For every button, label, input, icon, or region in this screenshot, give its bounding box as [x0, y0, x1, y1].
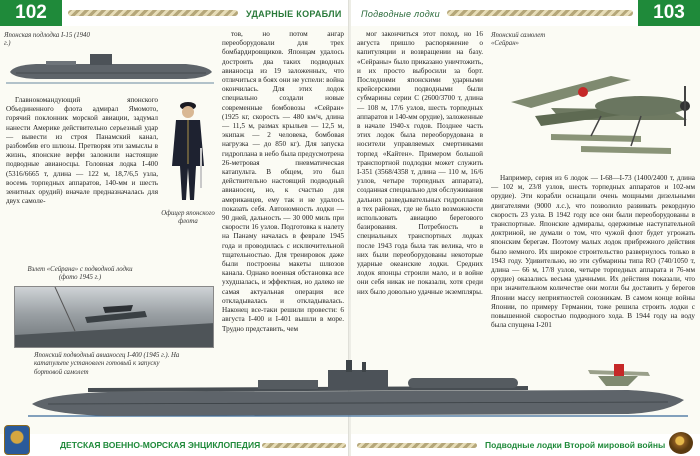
running-header-right: Подводные лодки [361, 9, 440, 19]
rope-decoration [447, 10, 633, 16]
paragraph: Например, серия из 6 лодок — I-68—I-73 (1400/2400 т, длина — 102 м, 23/8 узлов, шесть торпедных аппаратов и 102-мм орудие). Эти корабли оснащали очень мощными дизельными двигателями (9000 л.с.), что позволило развивать рекордную скорость 23 узла. В 1942 году все они были переоборудованы в транспортные. Японские адмиралы, одержимые наступательной доктриной, не думали о том, что чужой флот будет угрожать японским берегам. Поэтому малых лодок прибрежного действия было немного. Их широкое строительство развернулось только в 1943 году. Удивительно, но эти субмарины типа RO (740/1050 т, длина — 66 м, 17/8 узлов, четыре торпедных аппарата и 76-мм орудие) оказались весьма удачными. Их действия показали, что при значительном количестве они могли бы доставить у берегов Японии массу неприятностей союзникам. В самом конце войны Японии, по примеру Германии, тоже решила строить лодки с повышенной скоростью подводного хода. В 1944 году на воду была спущена I-201 [491, 174, 695, 330]
seiran-launch-photo [14, 286, 214, 348]
caption-i400: Японский подводный авианосец I-400 (1945 г.). На катапульте установлен готовый к запуску бортовой самолет [34, 352, 180, 376]
left-text-column-1 [6, 96, 158, 264]
caption-i15: Японская подлодка I-15 (1940 г.) [4, 32, 90, 48]
right-header [351, 0, 700, 26]
shell-ornament-icon [669, 432, 693, 454]
i400-submarine-illustration [28, 360, 688, 430]
right-text-column-2 [491, 174, 695, 350]
page-number-right: 103 [638, 0, 700, 26]
encyclopedia-emblem-icon [4, 425, 30, 455]
caption-seiran-photo: Взлет «Сейрана» с подводной лодки (фото 1945 г.) [27, 266, 133, 282]
photo-content [15, 287, 214, 348]
rope-decoration [357, 443, 477, 448]
left-text-column-2 [222, 30, 344, 348]
page-number-left: 102 [0, 0, 62, 26]
left-header [0, 0, 349, 26]
footer-left-title: ДЕТСКАЯ ВОЕННО-МОРСКАЯ ЭНЦИКЛОПЕДИЯ [60, 440, 261, 450]
caption-officer: Офицер японского флота [161, 210, 215, 226]
left-footer [0, 434, 349, 456]
japanese-officer-illustration [160, 96, 216, 206]
seiran-aircraft-illustration [491, 46, 697, 168]
i15-submarine-illustration [6, 52, 214, 86]
rope-decoration [262, 443, 346, 448]
caption-seiran: Японский самолет «Сейран» [491, 32, 546, 48]
right-text-column-1 [357, 30, 483, 348]
rope-decoration [68, 10, 238, 16]
running-header-left: УДАРНЫЕ КОРАБЛИ [246, 9, 342, 19]
paragraph: Главнокомандующий японского Объединенного флота адмирал Ямомото, горячий поклонник морской авиации, задумал нанести Америке действительно серьезный удар — вывести из строя Панамский канал, разбомбив его шлюзы. Претворяя эти замыслы в жизнь, японские верфи заложили настоящие подводные авианосцы. Головная лодка I-400 (5316/6665 т, длина — 122 м, 18,7/6,5 узла, восемь торпедных аппаратов, 140-мм и шесть зенитных орудий) вначале предназначалась для двух самоле- [6, 96, 158, 206]
footer-right-title: Подводные лодки Второй мировой войны [485, 440, 666, 450]
paragraph: тов, но потом ангар переоборудовали для трех бомбардировщиков. Японцам удалось достроить два таких подводных авианосца из 19 заложенных, что отличиться в боях они не успели: война окончилась. Для этих лодок специально создали новые современные бомбовозы «Сейран» (1925 кг, скорость — 480 км/ч, длина — 11,5 м, размах крыльев — 12,5 м, экипаж — 2 человека, бомбовая нагрузка — до 850 кг). Для запуска гидроплана в небо была предусмотрена 26-метровая пневматическая катапульта. В общем, это был действительно настоящий подводный авианосец, но, к счастью для американцев, ему так и не удалось показать себя. Автономность лодки — 90 дней, дальность — 30 000 миль при скорости 16 узлов. Подготовка к налету на Панаму началась в феврале 1945 года и проводилась с исключительной тщательностью. Для тренировок даже были построены макеты шлюзов канала. Однако военная обстановка все ухудшалась, и эффектная, но далеко не самая актуальная операция все откладывалась и откладывалась. Наконец все-таки решили провести: 6 августа I-400 и I-401 вышли в море. Трудно представить, чем [222, 30, 344, 333]
paragraph: мог закончиться этот поход, но 16 августа пришло распоряжение о капитуляции и возвращении на базу. «Сейраны» было приказано уничтожить, и их просто выбросили за борт. Последними японскими ударными крейсерскими подводными были субмарины серии С (2600/3700 т, длина — 108 м, 17/6 узлов, шесть торпедных аппаратов и 140-мм орудие), заложенные в начале 1940-х годов. Позднее часть этих лодок была переоборудована в носители управляемых смертниками торпед «Кайтен». Примером большой транспортной подлодки может служить I-351 (3568/4358 т, длина — 110 м, 16/6 узлов, четыре торпедных аппарата), созданная специально для обслуживания дальних разведывательных гидропланов в тех районах, где не было возможности использовать авиацию берегового базирования. Потребность в специальных транспортных лодках после 1943 года была так велика, что в них были переоборудованы некоторые ударные океанские лодки. Средних лодок японцы строили мало, и в войне они себя никак не показали, хотя среди них было довольно удачные экземпляры. [357, 30, 483, 296]
right-footer [351, 434, 700, 456]
